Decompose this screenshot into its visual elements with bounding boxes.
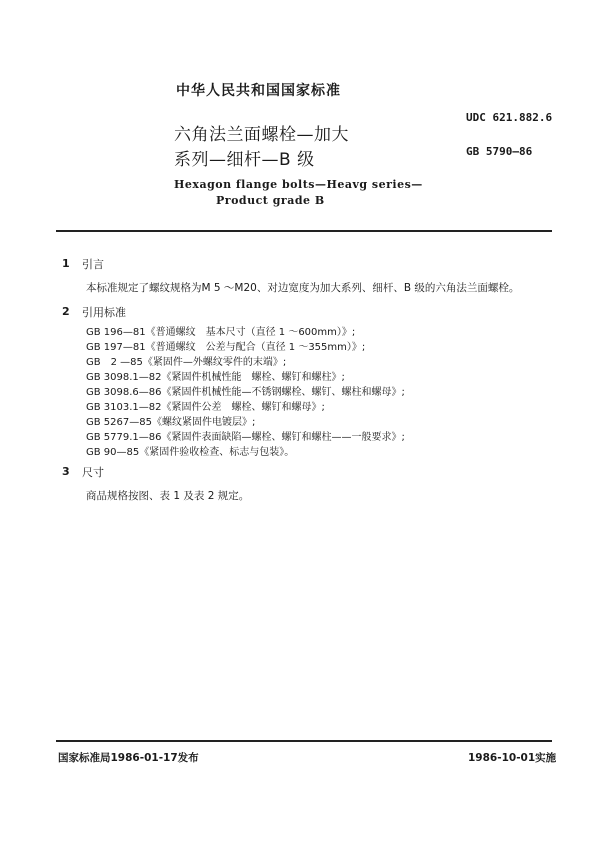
top-divider [56,230,552,232]
reference-item: GB 2 —85《紧固件—外螺纹零件的末端》; [86,357,287,368]
reference-item: GB 90—85《紧固件验收检查、标志与包装》。 [86,447,295,458]
issue-date: 国家标准局1986-01-17发布 [58,752,199,764]
reference-list [86,325,405,460]
reference-item: GB 3098.1—82《紧固件机械性能 螺栓、螺钉和螺柱》; [86,372,345,383]
section-3-number: 3 [62,465,70,478]
udc-code: UDC 621.882.6 [466,111,553,124]
standard-body-heading: 中华人民共和国国家标准 [176,83,341,99]
section-2-number: 2 [62,305,70,318]
section-1-text: 本标准规定了螺纹规格为M 5 ～M20、对边宽度为加大系列、细杆、B 级的六角法兰面螺栓。 [86,282,520,294]
title-en-line2: Product grade B [216,194,325,207]
section-2-title: 引用标准 [82,306,126,319]
reference-item: GB 197—81《普通螺纹 公差与配合（直径 1 ～355mm）》; [86,342,366,353]
section-1-number: 1 [62,257,70,270]
title-en-line1: Hexagon flange bolts—Heavg series— [174,178,423,191]
reference-item: GB 5779.1—86《紧固件表面缺陷—螺栓、螺钉和螺柱——一般要求》; [86,432,405,443]
section-3-text: 商品规格按图、表 1 及表 2 规定。 [86,490,250,502]
effective-date: 1986-10-01实施 [468,752,557,764]
reference-item: GB 196—81《普通螺纹 基本尺寸（直径 1 ～600mm）》; [86,327,356,338]
section-3-title: 尺寸 [82,466,104,479]
section-1-title: 引言 [82,258,104,271]
reference-item: GB 3103.1—82《紧固件公差 螺栓、螺钉和螺母》; [86,402,325,413]
reference-item: GB 3098.6—86《紧固件机械性能—不锈钢螺栓、螺钉、螺柱和螺母》; [86,387,405,398]
reference-item: GB 5267—85《螺纹紧固件电镀层》; [86,417,256,428]
bottom-divider [56,740,552,742]
title-cn-line2: 系列—细杆—B 级 [174,150,315,170]
gb-number: GB 5790—86 [466,145,533,158]
title-cn-line1: 六角法兰面螺栓—加大 [174,125,349,145]
